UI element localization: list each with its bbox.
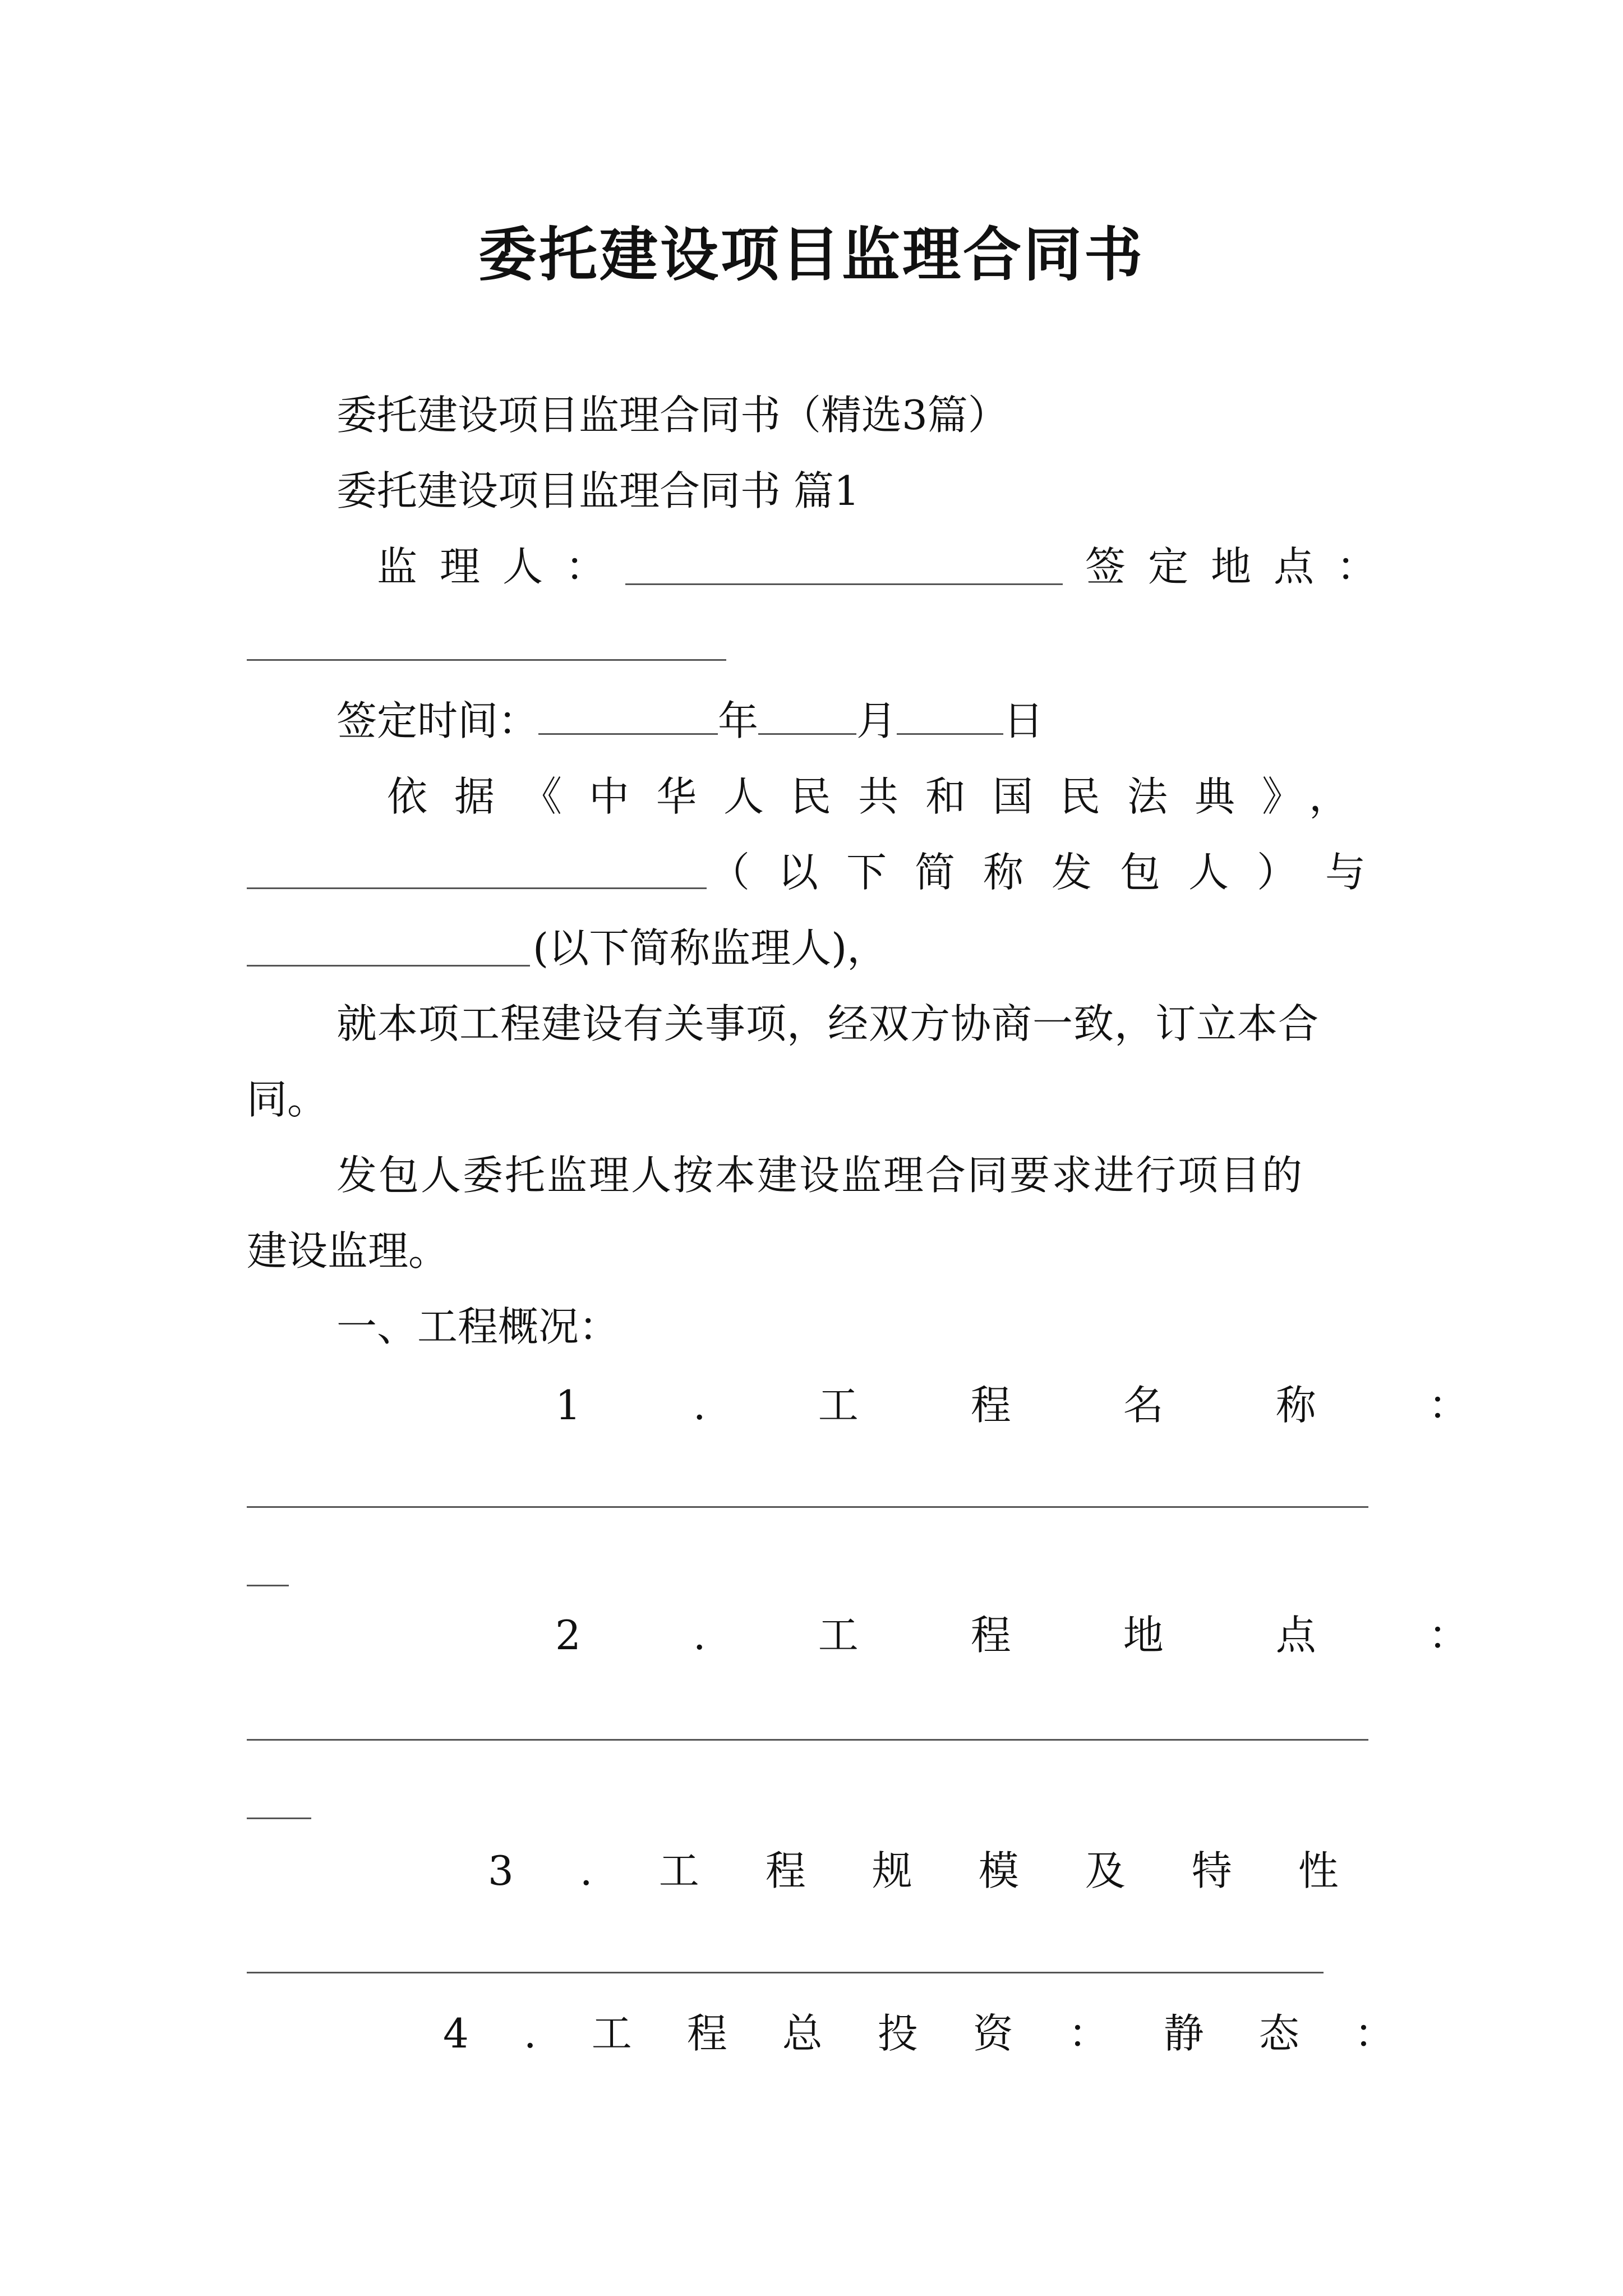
sign-place-label: 签定地点： [1085, 543, 1400, 590]
item4-label: 4.工程总投资：静态： [443, 2010, 1450, 2057]
year-label: 年 [718, 697, 759, 744]
sign-time-row [336, 693, 1044, 749]
item3-label: 3.工程规模及特性 [488, 1847, 1405, 1894]
month-label: 月 [856, 697, 897, 744]
item2-blank-continued [247, 1818, 311, 1819]
year-blank [538, 696, 718, 735]
supervisor-name-blank [247, 965, 530, 967]
day-label: 日 [1003, 697, 1044, 744]
section-heading: 委托建设项目监理合同书 篇1 [336, 467, 860, 514]
document-subtitle: 委托建设项目监理合同书（精选3篇） [336, 392, 1008, 439]
sign-place-blank [247, 659, 726, 661]
para2-line1: 发包人委托监理人按本建设监理合同要求进行项目的 [336, 1152, 1304, 1199]
item2-blank [247, 1739, 1368, 1741]
item3-blank [247, 1972, 1324, 1973]
day-blank [897, 696, 1003, 735]
para1-line2: 同。 [247, 1076, 328, 1123]
item1-blank-continued [247, 1585, 289, 1586]
month-blank [758, 696, 856, 735]
sign-time-label: 签定时间： [336, 697, 539, 744]
para1-line1: 就本项工程建设有关事项，经双方协商一致，订立本合 [336, 1000, 1320, 1047]
document-title: 委托建设项目监理合同书 [478, 220, 1145, 289]
para2-line2: 建设监理。 [247, 1227, 449, 1274]
client-abbr: （以下简称发包人）与 [709, 849, 1394, 896]
basis-text: 依据《中华人民共和国民法典》， [387, 773, 1377, 820]
supervisor-abbr: (以下简称监理人)， [533, 924, 888, 972]
item2-label: 2.工程地点： [555, 1612, 1581, 1659]
supervisor-blank [625, 583, 1063, 585]
client-blank [247, 887, 707, 889]
section1-heading: 一、工程概况： [336, 1303, 620, 1350]
item1-blank [247, 1506, 1368, 1508]
supervisor-label: 监理人： [377, 543, 629, 590]
item1-label: 1.工程名称： [555, 1382, 1581, 1429]
